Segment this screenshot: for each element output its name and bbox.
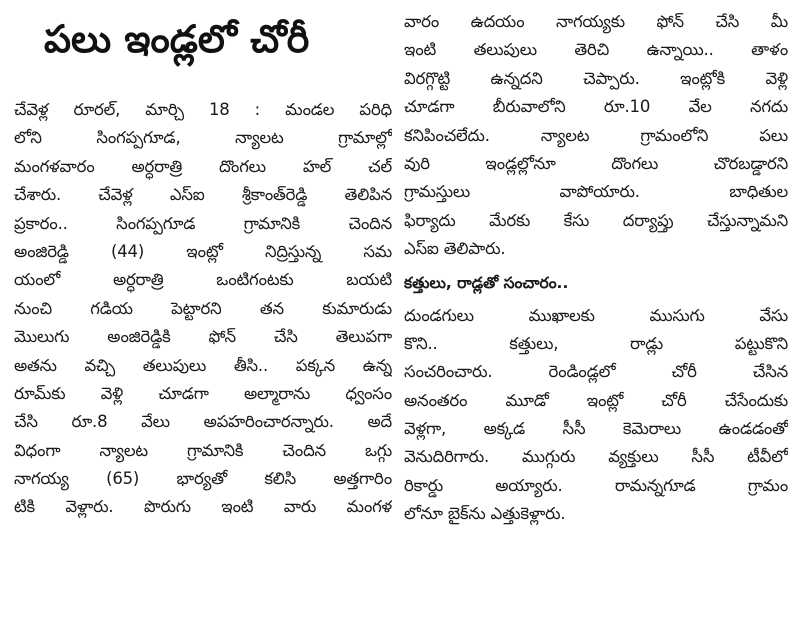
- text-line: యంలో అర్ధరాత్రి ఒంటిగంటకు బయటి: [14, 270, 392, 290]
- text-line: టికి వెళ్లారు. పొరుగు ఇంటి వారు మంగళ: [14, 497, 392, 517]
- text-line: ఎస్ఐ తెలిపారు.: [404, 239, 506, 259]
- text-line: మంగళవారం అర్ధరాత్రి దొంగలు హల్ చల్: [14, 156, 392, 176]
- text-line: దుండగులు ముఖాలకు ముసుగు వేసు: [404, 305, 788, 325]
- left-column-text: [14, 96, 392, 522]
- text-line: ఫిర్యాదు మేరకు కేసు దర్యాప్తు చేస్తున్నామని: [404, 210, 788, 230]
- text-line: కనిపించలేదు. న్యాలట గ్రామంలోని పలు: [404, 125, 788, 145]
- text-line: లోని సింగప్పగూడ, న్యాలట గ్రామాల్లో: [14, 128, 392, 148]
- article-headline: పలు ఇండ్లలో చోరీ: [44, 17, 310, 61]
- text-line: విధంగా న్యాలట గ్రామానికి చెందిన ఒగ్గు: [14, 440, 392, 460]
- text-line: నాగయ్య (65) భార్యతో కలిసి అత్తగారిం: [14, 469, 392, 489]
- text-line: వురి ఇండ్లల్లోనూ దొంగలు చొరబడ్డారని: [404, 153, 788, 173]
- text-line: అంజిరెడ్డి (44) ఇంట్లో నిద్రిస్తున్న సమ: [14, 241, 392, 261]
- right-column-text-bottom: [404, 302, 788, 529]
- text-line: గ్రామస్తులు వాపోయారు. బాధితుల: [404, 182, 788, 202]
- text-line: అనంతరం మూడో ఇంట్లో చోరీ చేసేందుకు: [404, 390, 788, 410]
- text-line: చేశారు. చేవెళ్ల ఎస్ఐ శ్రీకాంత్‌రెడ్డి తెలిపిన: [14, 185, 392, 205]
- text-line: వెనుదిరిగారు. ముగ్గురు వ్యక్తులు సీసీ టీవీలో: [404, 447, 788, 467]
- text-line: సంచరించారు. రెండిండ్లలో చోరీ చేసిన: [404, 362, 788, 382]
- text-line: నుంచి గడియ పెట్టారని తన కుమారుడు: [14, 298, 392, 318]
- right-column: [404, 8, 788, 529]
- right-column-text-top: [404, 8, 788, 264]
- text-line: వారం ఉదయం నాగయ్యకు ఫోన్ చేసి మీ: [404, 12, 788, 31]
- text-line: రూమ్‌కు వెళ్లి చూడగా అల్మారాను ధ్వంసం: [14, 383, 392, 403]
- text-line: చేసి రూ.8 వేలు అపహరించారన్నారు. అదే: [14, 412, 392, 432]
- text-line: ఇంటి తలుపులు తెరిచి ఉన్నాయి.. తాళం: [404, 40, 788, 60]
- text-line: అతను వచ్చి తలుపులు తీసి.. పక్కన ఉన్న: [14, 355, 392, 375]
- text-line: విరగ్గొట్టి ఉన్నదని చెప్పారు. ఇంట్లోకి వెళ్లి: [404, 68, 788, 88]
- text-line: లోనూ బైక్‌ను ఎత్తుకెళ్లారు.: [404, 504, 566, 524]
- article-subheading: కత్తులు, రాడ్లతో సంచారం..: [404, 273, 569, 292]
- text-line: ప్రకారం.. సింగప్పగూడ గ్రామానికి చెందిన: [14, 213, 392, 233]
- text-line: చూడగా బీరువాలోని రూ.10 వేల నగదు: [404, 97, 788, 117]
- text-line: వెళ్లగా, అక్కడ సీసీ కెమెరాలు ఉండడంతో: [404, 419, 788, 439]
- text-line: రికార్డు అయ్యారు. రామన్నగూడ గ్రామం: [404, 475, 788, 495]
- text-line: మొలుగు అంజిరెడ్డికి ఫోన్ చేసి తెలుపగా: [14, 327, 392, 347]
- left-column: [14, 14, 392, 522]
- text-line: చేవెళ్ల రూరల్, మార్చి 18 : మండల పరిధి: [14, 100, 392, 119]
- text-line: కొని.. కత్తులు, రాడ్లు పట్టుకొని: [404, 333, 788, 353]
